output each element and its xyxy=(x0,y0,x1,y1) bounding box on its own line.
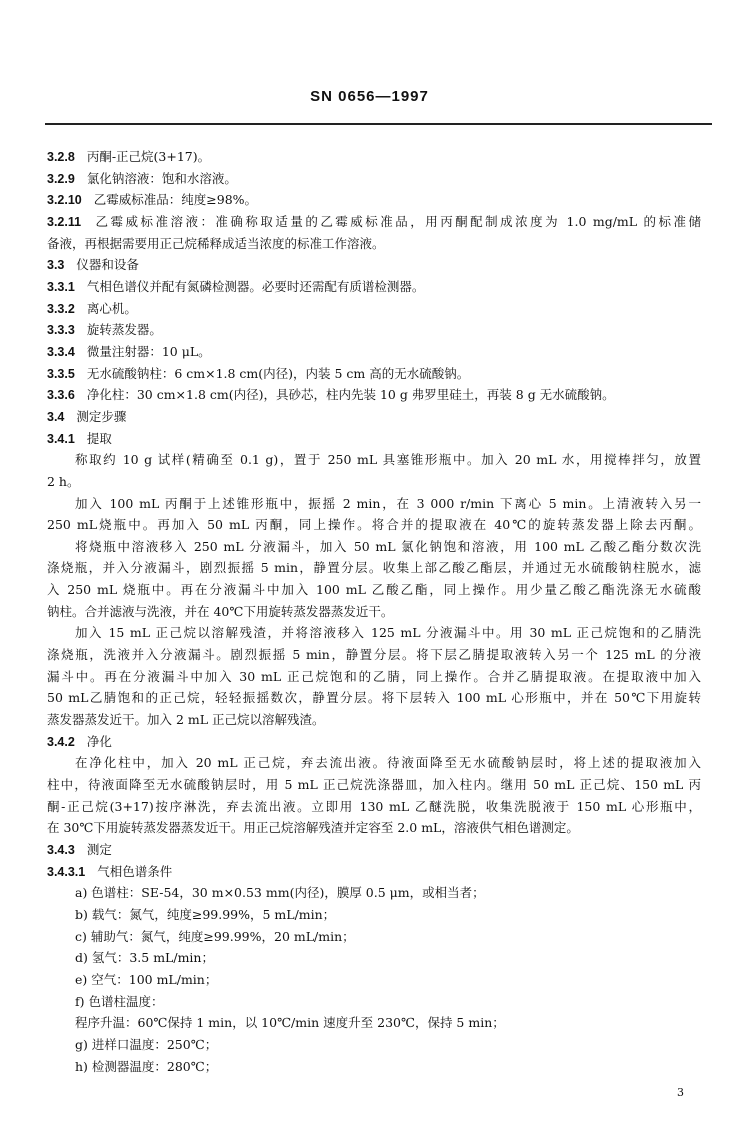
page-number: 3 xyxy=(677,1086,684,1099)
section-number: 3.2.8 xyxy=(47,150,75,164)
text-line: a) 色谱柱：SE-54，30 m×0.53 mm(内径)，膜厚 0.5 μm，或相当者； xyxy=(75,885,485,901)
section-heading xyxy=(47,406,701,428)
section-heading xyxy=(47,363,701,385)
text-line: f) 色谱柱温度： xyxy=(75,993,164,1009)
section-heading xyxy=(47,839,701,861)
section-text: 测定 xyxy=(86,842,112,857)
document-header: SN 0656—1997 xyxy=(310,88,429,105)
text-line: 50 mL乙腈饱和的正己烷，轻轻振摇数次，静置分层。将下层转入 100 mL 心形瓶中，并在 50℃下用旋转 xyxy=(47,690,701,706)
section-number: 3.2.11 xyxy=(47,214,82,229)
section-heading xyxy=(47,861,701,883)
section-heading xyxy=(47,731,701,753)
text-line: d) 氢气：3.5 mL/min； xyxy=(75,950,214,966)
section-number: 3.3.1 xyxy=(47,279,75,294)
text-line: 加入 100 mL 丙酮于上述锥形瓶中，振摇 2 min，在 3 000 r/min 下离心 5 min。上清液转入另一 xyxy=(75,495,701,511)
section-number: 3.4 xyxy=(47,409,65,424)
text-line: e) 空气：100 mL/min； xyxy=(75,971,218,987)
text-line: b) 载气：氮气，纯度≥99.99%，5 mL/min； xyxy=(75,906,336,922)
section-number: 3.3.2 xyxy=(47,301,75,316)
text-line: 入 250 mL 烧瓶中。再在分液漏斗中加入 100 mL 乙酸乙酯，同上操作。用少量乙酸乙酯洗涤无水硫酸 xyxy=(47,582,701,598)
section-heading xyxy=(47,276,701,298)
section-text: 仪器和设备 xyxy=(76,257,139,273)
text-line: 柱中，待液面降至无水硫酸钠层时，用 5 mL 正己烷洗涤器皿，加入柱内。继用 50 mL 正己烷、150 mL 丙 xyxy=(47,777,701,793)
section-number: 3.3.4 xyxy=(47,344,75,359)
section-number: 3.4.3.1 xyxy=(47,864,86,879)
section-text: 提取 xyxy=(86,430,112,446)
section-text: 净化 xyxy=(86,733,112,749)
text-line: 备液，再根据需要用正己烷稀释成适当浓度的标准工作溶液。 xyxy=(47,235,385,251)
section-number: 3.3.6 xyxy=(47,388,75,403)
section-text: 乙霉威标准品：纯度≥98%。 xyxy=(93,192,258,208)
document-body xyxy=(47,146,701,1077)
text-line: 称取约 10 g 试样(精确至 0.1 g)，置于 250 mL 具塞锥形瓶中。加入 20 mL 水，用搅棒拌匀，放置 xyxy=(75,452,701,468)
section-heading xyxy=(47,168,701,190)
section-heading xyxy=(47,146,701,168)
text-line: c) 辅助气：氮气，纯度≥99.99%，20 mL/min； xyxy=(75,928,355,944)
section-number: 3.2.10 xyxy=(47,193,82,208)
text-line: 酮-正己烷(3+17)按序淋洗，弃去流出液。立即用 130 mL 乙醚洗脱，收集洗脱液于 150 mL 心形瓶中， xyxy=(47,798,701,814)
section-number: 3.3 xyxy=(47,258,65,273)
text-line: g) 进样口温度：250℃； xyxy=(75,1036,218,1052)
text-line: 涤烧瓶，洗液并入分液漏斗。剧烈振摇 5 min，静置分层。将下层乙腈提取液转入另一个 125 mL 的分液 xyxy=(47,647,701,663)
section-text: 测定步骤 xyxy=(76,408,127,424)
section-text: 旋转蒸发器。 xyxy=(86,322,162,338)
section-text: 乙霉威标准溶液：准确称取适量的乙霉威标准品，用丙酮配制成浓度为 1.0 mg/mL 的标准储 xyxy=(93,213,701,229)
section-number: 3.4.3 xyxy=(47,843,75,857)
section-number: 3.3.5 xyxy=(47,366,75,381)
section-heading xyxy=(47,319,701,341)
text-line: 在净化柱中，加入 20 mL 正己烷，弃去流出液。待液面降至无水硫酸钠层时，将上述的提取液加入 xyxy=(75,755,701,771)
section-heading xyxy=(47,189,701,211)
section-heading xyxy=(47,428,701,450)
text-line: 漏斗中。再在分液漏斗中加入 30 mL 正己烷饱和的乙腈，同上操作。合并乙腈提取液。在提取液中加入 xyxy=(47,668,701,684)
section-number: 3.2.9 xyxy=(47,171,75,186)
section-text: 微量注射器：10 μL。 xyxy=(86,343,211,359)
section-text: 无水硫酸钠柱：6 cm×1.8 cm(内径)，内装 5 cm 高的无水硫酸钠。 xyxy=(86,365,470,381)
section-text: 气相色谱条件 xyxy=(97,863,173,879)
text-line: 250 mL烧瓶中。再加入 50 mL 丙酮，同上操作。将合并的提取液在 40℃的旋转蒸发器上除去丙酮。 xyxy=(47,517,701,533)
section-number: 3.4.2 xyxy=(47,734,75,749)
section-text: 气相色谱仪并配有氮磷检测器。必要时还需配有质谱检测器。 xyxy=(86,278,425,294)
section-number: 3.3.3 xyxy=(47,323,75,338)
section-number: 3.4.1 xyxy=(47,431,75,446)
text-line: 加入 15 mL 正己烷以溶解残渣，并将溶液移入 125 mL 分液漏斗中。用 30 mL 正己烷饱和的乙腈洗 xyxy=(75,625,701,641)
text-line: 程序升温：60℃保持 1 min，以 10℃/min 速度升至 230℃，保持 5 min； xyxy=(75,1015,505,1031)
text-line: h) 检测器温度：280℃； xyxy=(75,1058,218,1074)
section-heading xyxy=(47,298,701,320)
header-rule xyxy=(45,123,712,125)
text-line: 钠柱。合并滤液与洗液，并在 40℃下用旋转蒸发器蒸发近干。 xyxy=(47,603,394,619)
section-heading xyxy=(47,211,701,233)
text-line: 将烧瓶中溶液移入 250 mL 分液漏斗，加入 50 mL 氯化钠饱和溶液，用 100 mL 乙酸乙酯分数次洗 xyxy=(75,538,701,554)
section-heading xyxy=(47,254,701,276)
text-line: 在 30℃下用旋转蒸发器蒸发近干。用正己烷溶解残渣并定容至 2.0 mL，溶液供气相色谱测定。 xyxy=(47,820,579,836)
text-line: 蒸发器蒸发近干。加入 2 mL 正己烷以溶解残渣。 xyxy=(47,712,325,728)
section-text: 净化柱：30 cm×1.8 cm(内径)，具砂芯，柱内先装 10 g 弗罗里硅土，再装 8 g 无水硫酸钠。 xyxy=(86,387,615,403)
text-line: 涤烧瓶，并入分液漏斗，剧烈振摇 5 min，静置分层。收集上部乙酸乙酯层，并通过无水硫酸钠柱脱水，滤 xyxy=(47,560,701,576)
section-heading xyxy=(47,341,701,363)
section-text: 丙酮-正己烷(3+17)。 xyxy=(86,149,211,164)
section-text: 离心机。 xyxy=(86,300,137,316)
text-line: 2 h。 xyxy=(47,473,80,489)
section-heading xyxy=(47,384,701,406)
section-text: 氯化钠溶液：饱和水溶液。 xyxy=(86,170,237,186)
